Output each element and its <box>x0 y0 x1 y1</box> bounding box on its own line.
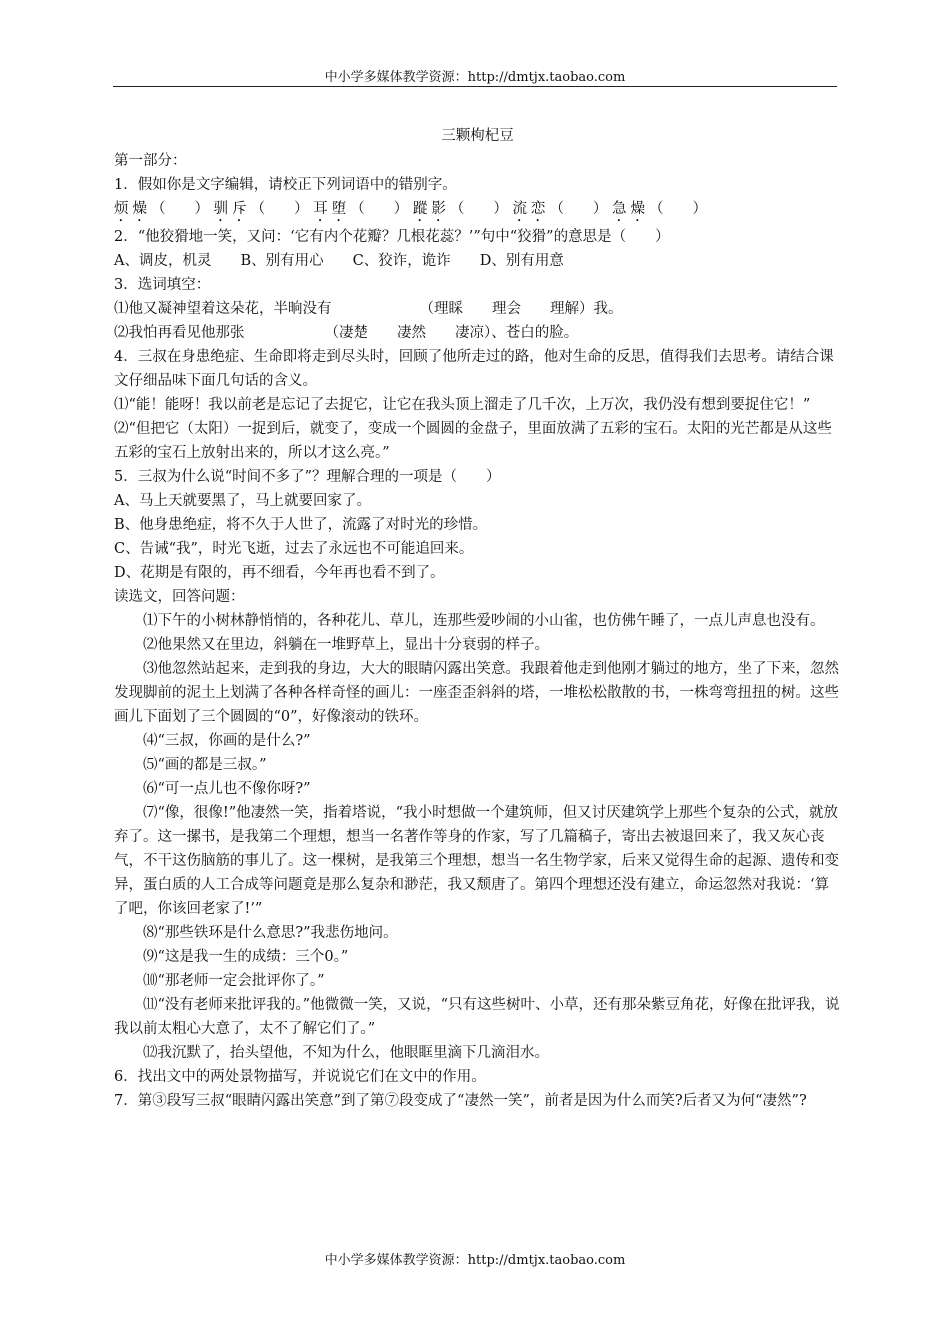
reading-paragraph: ⑺“像，很像!”他凄然一笑，指着塔说，“我小时想做一个建筑师，但又讨厌建筑学上那些个复杂的公式，就放弃了。这一摞书，是我第二个理想，想当一名著作等身的作家，写了几篇稿子，寄出去被退回来了，我又灰心丧气，不干这伤脑筋的事儿了。这一棵树，是我第三个理想，想当一名生物学家，后来又觉得生命的起源、遗传和变异，蛋白质的人工合成等问题竟是那么复杂和渺茫，我又颓唐了。第四个理想还没有建立，命运忽然对我说：‘算了吧，你该回老家了!’” <box>114 805 839 917</box>
q6-prompt: 6．找出文中的两处景物描写，并说说它们在文中的作用。 <box>114 1069 486 1085</box>
reading-paragraph: ⑽“那老师一定会批评你了。” <box>143 973 325 989</box>
q3-prompt: 3．选词填空： <box>114 277 211 293</box>
reading-paragraph: ⑵他果然又在里边，斜躺在一堆野草上，显出十分衰弱的样子。 <box>143 637 549 653</box>
page-header: 中小学多媒体教学资源：http://dmtjx.taobao.com <box>324 70 626 85</box>
q1-word-2: 驯斥 <box>213 201 251 217</box>
q1-word-4: 蹤影 <box>412 201 450 217</box>
reading-paragraph: ⑷“三叔，你画的是什么?” <box>143 733 311 749</box>
q5-option-c: C、告诫“我”，时光飞逝，过去了永远也不可能追回来。 <box>114 541 474 557</box>
q3-s2-options: （凄楚 凄然 凄凉）、苍白的脸。 <box>324 325 579 341</box>
part-heading: 第一部分： <box>114 153 187 169</box>
document-title: 三颗枸杞豆 <box>441 128 514 144</box>
reading-paragraph: ⑾“没有老师来批评我的。”他微微一笑，又说，“只有这些树叶、小草，还有那朵紫豆角花，好像在批评我，说我以前太粗心大意了，太不了解它们了。” <box>114 997 840 1037</box>
q4-sentence-2: ⑵“但把它（太阳）一捉到后，就变了，变成一个圆圆的金盘子，里面放满了五彩的宝石。太阳的光芒都是从这些五彩的宝石上放射出来的，所以才这么亮。” <box>114 421 832 461</box>
reading-paragraph: ⑿我沉默了，抬头望他，不知为什么，他眼眶里滴下几滴泪水。 <box>143 1045 549 1061</box>
q3-s1-options: （理睬 理会 理解）我。 <box>419 301 623 317</box>
q2-options: A、调皮，机灵 B、别有用心 C、狡诈，诡诈 D、别有用意 <box>114 253 564 269</box>
q5-option-b: B、他身患绝症，将不久于人世了，流露了对时光的珍惜。 <box>114 517 488 533</box>
q3-sentence-1 <box>114 297 841 321</box>
q1-word-5: 流恋 <box>512 201 550 217</box>
reading-paragraph: ⑹“可一点儿也不像你呀?” <box>143 781 311 797</box>
q5-option-a: A、马上天就要黑了，马上就要回家了。 <box>114 493 371 509</box>
header-rule <box>113 86 837 87</box>
document-body <box>114 124 841 1113</box>
reading-paragraph: ⑴下午的小树林静悄悄的，各种花儿、草儿，连那些爱吵闹的小山雀，也仿佛午睡了，一点儿声息也没有。 <box>143 613 825 629</box>
reading-paragraph: ⑶他忽然站起来，走到我的身边，大大的眼睛闪露出笑意。我跟着他走到他刚才躺过的地方，坐了下来，忽然发现脚前的泥土上划满了各种各样奇怪的画儿：一座歪歪斜斜的塔，一堆松松散散的书，一株弯弯扭扭的树。这些画儿下面划了三个圆圆的“0”，好像滚动的铁环。 <box>114 661 839 725</box>
q5-prompt: 5．三叔为什么说“时间不多了”？理解合理的一项是（ ） <box>114 469 501 485</box>
q1-prompt: 1．假如你是文字编辑，请校正下列词语中的错别字。 <box>114 177 457 193</box>
q3-s1-text: ⑴他又凝神望着这朵花，半晌没有 <box>114 301 332 317</box>
reading-paragraph: ⑻“那些铁环是什么意思?”我悲伤地问。 <box>143 925 398 941</box>
q1-word-3: 耳堕 <box>313 201 351 217</box>
q2-prompt: 2．“他狡猾地一笑，又问：‘它有内个花瓣？几根花蕊？’”句中“狡猾”的意思是（ ） <box>114 229 670 245</box>
q5-option-d: D、花期是有限的，再不细看，今年再也看不到了。 <box>114 565 445 581</box>
q1-words: 烦燥（ ） 驯斥（ ） 耳堕（ ） 蹤影（ ） 流恋（ ） 急燥（ ） <box>114 201 708 217</box>
reading-intro: 读选文，回答问题： <box>114 589 245 605</box>
q4-sentence-1: ⑴“能！能呀！我以前老是忘记了去捉它，让它在我头顶上溜走了几千次，上万次，我仍没有想到要捉住它！” <box>114 397 811 413</box>
q3-s2-text: ⑵我怕再看见他那张 <box>114 325 245 341</box>
reading-paragraph: ⑼“这是我一生的成绩：三个0。” <box>143 949 349 965</box>
q1-word-1: 烦燥 <box>114 201 151 217</box>
reading-paragraph: ⑸“画的都是三叔。” <box>143 757 267 773</box>
q7-prompt: 7．第③段写三叔“眼睛闪露出笑意”到了第⑦段变成了“凄然一笑”，前者是因为什么而笑?后者又为何“凄然”? <box>114 1093 807 1109</box>
q1-word-6: 急燥 <box>612 201 650 217</box>
q3-sentence-2 <box>114 321 841 345</box>
q4-prompt: 4．三叔在身患绝症、生命即将走到尽头时，回顾了他所走过的路，他对生命的反思，值得我们去思考。请结合课文仔细品味下面几句话的含义。 <box>114 349 834 389</box>
page-footer: 中小学多媒体教学资源：http://dmtjx.taobao.com <box>324 1253 626 1268</box>
